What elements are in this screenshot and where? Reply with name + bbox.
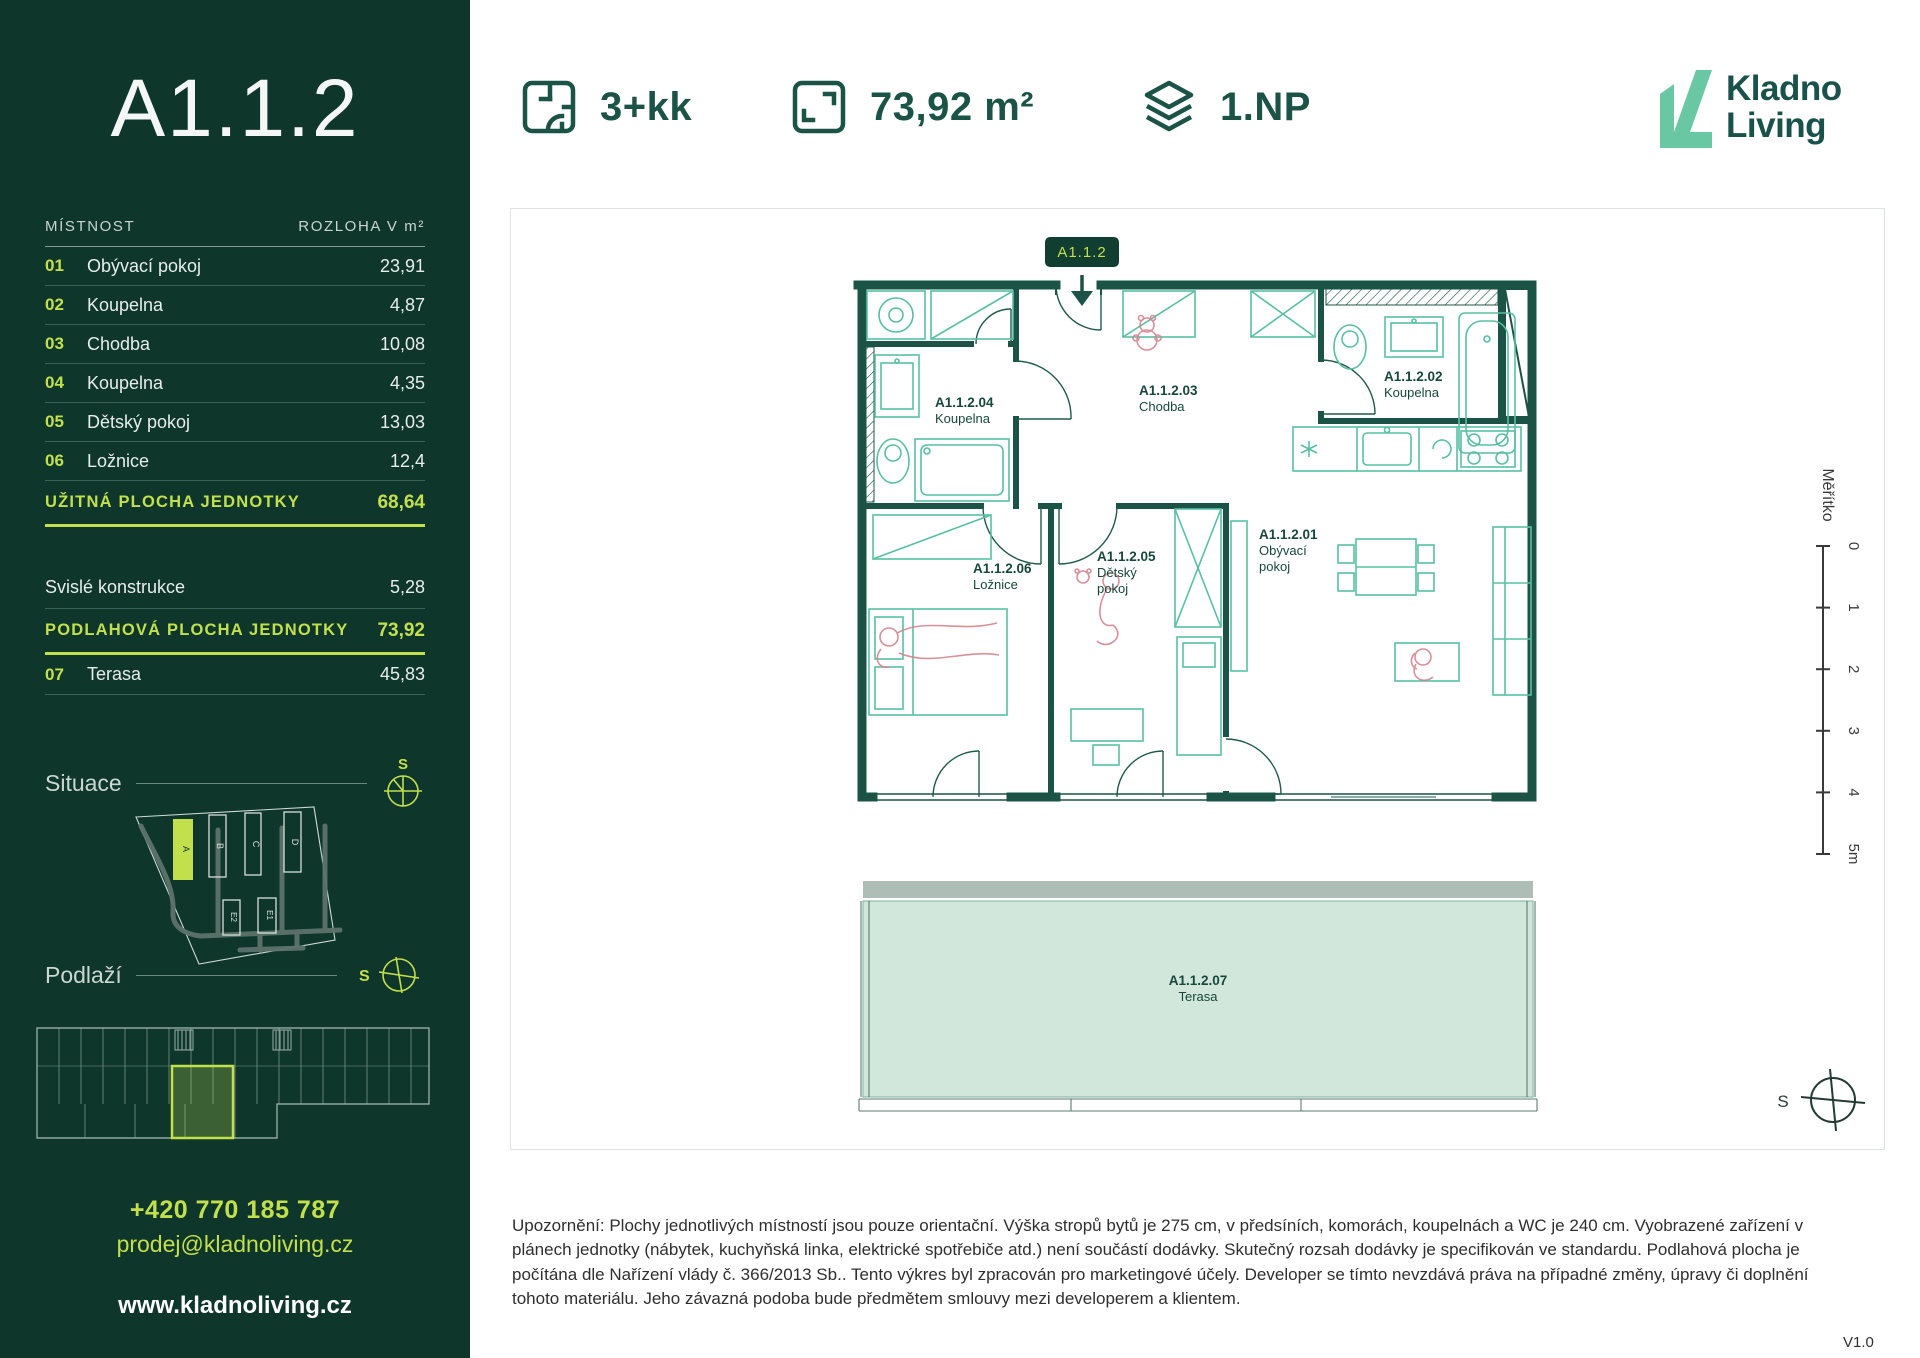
table-row xyxy=(45,247,425,286)
room-name: Ložnice xyxy=(87,450,150,471)
table-row xyxy=(45,286,425,325)
row-number: 02 xyxy=(45,295,64,314)
podlazi-label: Podlaží xyxy=(45,961,122,988)
room-name: Obývací xyxy=(1259,543,1307,558)
disclaimer-text: Upozornění: Plochy jednotlivých místností jsou pouze orientační. Výška stropů bytů je 275 cm, v předsíních, komorách, koupelnách a WC je 240 cm. Vyobrazené zařízení v plánech jednotky (nábytek, kuchyňská linka, elektrické spotřebiče atd.) není součástí dodávky. Skutečný rozsah dodávky je specifikován ve standardu. Podlahová plocha je počítána dle Nařízení vlády č. 366/2013 Sb.. Tento výkres byl zpracován pro marketingové účely. Developer se tímto nevzdává práva na případné změny, úpravy či doplnění tohoto materiálu. Jeho závazná podoba bude předmětem smlouvy mezi developerem a klientem. xyxy=(512,1216,1809,1308)
layers-icon xyxy=(1140,78,1198,136)
unit-badge xyxy=(1045,237,1119,306)
floor-fact xyxy=(1140,78,1311,136)
site-building-b-label: B xyxy=(215,842,225,850)
room-code: A1.1.2.01 xyxy=(1259,527,1318,542)
room-area: 4,35 xyxy=(389,372,425,393)
scale-tick: 4 xyxy=(1845,788,1862,797)
unit-badge-label: A1.1.2 xyxy=(1057,244,1107,261)
room-area: 4,87 xyxy=(389,294,425,315)
row-number: 01 xyxy=(45,256,64,275)
unit-code-title: A1.1.2 xyxy=(110,63,360,154)
floorplan-icon xyxy=(520,78,578,136)
terrace xyxy=(859,901,1537,1111)
site-building-c-label: C xyxy=(251,840,261,848)
area-fact xyxy=(790,78,1034,136)
podlazi-section-header xyxy=(45,960,425,990)
brand-line1: Kladno xyxy=(1726,69,1842,108)
podlazi-compass-icon xyxy=(351,954,425,996)
figure-sketches xyxy=(877,316,1433,681)
balcony-strip xyxy=(863,881,1533,898)
version-label: V1.0 xyxy=(1843,1334,1874,1351)
scale-bar xyxy=(1816,468,1862,864)
table-row xyxy=(45,442,425,481)
interior-walls xyxy=(862,285,1532,797)
compass-letter: S xyxy=(1777,1092,1789,1111)
windows xyxy=(873,281,1496,800)
situace-label: Situace xyxy=(45,769,122,796)
room-name: Terasa xyxy=(87,664,142,684)
row-number: 06 xyxy=(45,451,64,470)
vertical-structures-value: 5,28 xyxy=(389,577,425,597)
room-name: Dětský xyxy=(1097,565,1137,580)
room-name: Koupelna xyxy=(87,294,164,315)
situace-section-header xyxy=(45,756,425,798)
compass-letter: S xyxy=(359,968,370,985)
room-code: A1.1.2.06 xyxy=(973,561,1032,576)
room-name: pokoj xyxy=(1259,559,1291,574)
room-name: Chodba xyxy=(87,333,151,354)
scale-tick: 2 xyxy=(1845,665,1862,674)
room-name: Koupelna xyxy=(935,411,990,426)
room-area-table xyxy=(45,218,425,695)
room-area: 12,4 xyxy=(389,450,425,471)
kladno-living-logo-icon xyxy=(1660,70,1712,148)
usable-area-label: UŽITNÁ PLOCHA JEDNOTKY xyxy=(45,493,300,511)
scale-tick: 1 xyxy=(1845,603,1862,612)
stair-cores xyxy=(175,1030,291,1050)
brand-line2: Living xyxy=(1726,106,1827,145)
room-code: A1.1.2.02 xyxy=(1384,369,1443,384)
brand-logo xyxy=(1660,70,1842,148)
room-code: A1.1.2.04 xyxy=(935,395,994,410)
area-icon xyxy=(790,78,848,136)
room-name: pokoj xyxy=(1097,581,1129,596)
phone-link[interactable]: +420 770 185 787 xyxy=(129,1196,341,1224)
fixtures-furniture xyxy=(867,291,1531,765)
unit-highlight xyxy=(172,1066,233,1138)
room-code: A1.1.2.07 xyxy=(1168,973,1228,988)
entrance-arrow-icon xyxy=(1071,275,1093,306)
compass-letter: S xyxy=(397,756,409,773)
site-building-d-label: D xyxy=(290,838,300,846)
room-name: Dětský pokoj xyxy=(87,411,191,432)
site-buildings xyxy=(209,812,301,935)
plan-compass-icon xyxy=(1777,1069,1865,1131)
usable-area-value: 68,64 xyxy=(377,491,425,513)
row-number: 05 xyxy=(45,412,64,431)
email-link[interactable]: prodej@kladnoliving.cz xyxy=(116,1231,354,1257)
room-area: 45,83 xyxy=(379,664,425,684)
table-row xyxy=(45,364,425,403)
room-name: Obývací pokoj xyxy=(87,255,202,276)
terrace-row xyxy=(45,655,425,695)
table-row xyxy=(45,325,425,364)
room-code: A1.1.2.05 xyxy=(1097,549,1156,564)
site-building-e2-label: E2 xyxy=(229,912,238,922)
divider xyxy=(136,783,367,784)
site-building-e1-label: E1 xyxy=(265,910,274,920)
floor-area-total-row xyxy=(45,609,425,655)
table-header xyxy=(45,218,425,247)
floor-area-label: PODLAHOVÁ PLOCHA JEDNOTKY xyxy=(45,621,349,639)
brand-name xyxy=(1726,70,1842,148)
room-name: Koupelna xyxy=(1384,385,1439,400)
vertical-structures-label: Svislé konstrukce xyxy=(45,577,186,597)
table-row xyxy=(45,403,425,442)
scale-tick: 3 xyxy=(1845,726,1862,735)
usable-area-total-row xyxy=(45,481,425,527)
scale-label: Měřítko xyxy=(1819,468,1836,522)
room-area: 23,91 xyxy=(379,255,425,276)
vertical-structures-row xyxy=(45,567,425,609)
outer-walls xyxy=(858,285,1532,797)
room-name: Ložnice xyxy=(973,577,1018,592)
row-number: 04 xyxy=(45,373,64,392)
scale-tick: 0 xyxy=(1845,541,1862,551)
col-area-header: ROZLOHA V m² xyxy=(298,218,425,235)
row-number: 07 xyxy=(45,664,64,684)
area-value: 73,92 m² xyxy=(870,84,1035,129)
room-area: 13,03 xyxy=(379,411,425,432)
room-name: Koupelna xyxy=(87,372,164,393)
site-building-a-label: A xyxy=(181,845,191,853)
row-number: 03 xyxy=(45,334,64,353)
room-area: 10,08 xyxy=(379,333,425,354)
col-room-header: MÍSTNOST xyxy=(45,218,136,235)
floor-plan-canvas xyxy=(510,208,1885,1150)
divider xyxy=(136,975,337,976)
room-code: A1.1.2.03 xyxy=(1139,383,1198,398)
room-name: Terasa xyxy=(1178,989,1218,1004)
layout-value: 3+kk xyxy=(600,84,693,129)
floor-strip-plan xyxy=(25,1000,445,1152)
scale-tick: 5m xyxy=(1845,843,1862,865)
layout-fact xyxy=(520,78,692,136)
room-name: Chodba xyxy=(1139,399,1185,414)
sidebar xyxy=(0,0,470,1358)
website-link[interactable]: www.kladnoliving.cz xyxy=(118,1292,352,1319)
contact-block xyxy=(0,1196,470,1320)
floor-value: 1.NP xyxy=(1220,84,1311,129)
floor-area-value: 73,92 xyxy=(377,619,425,641)
